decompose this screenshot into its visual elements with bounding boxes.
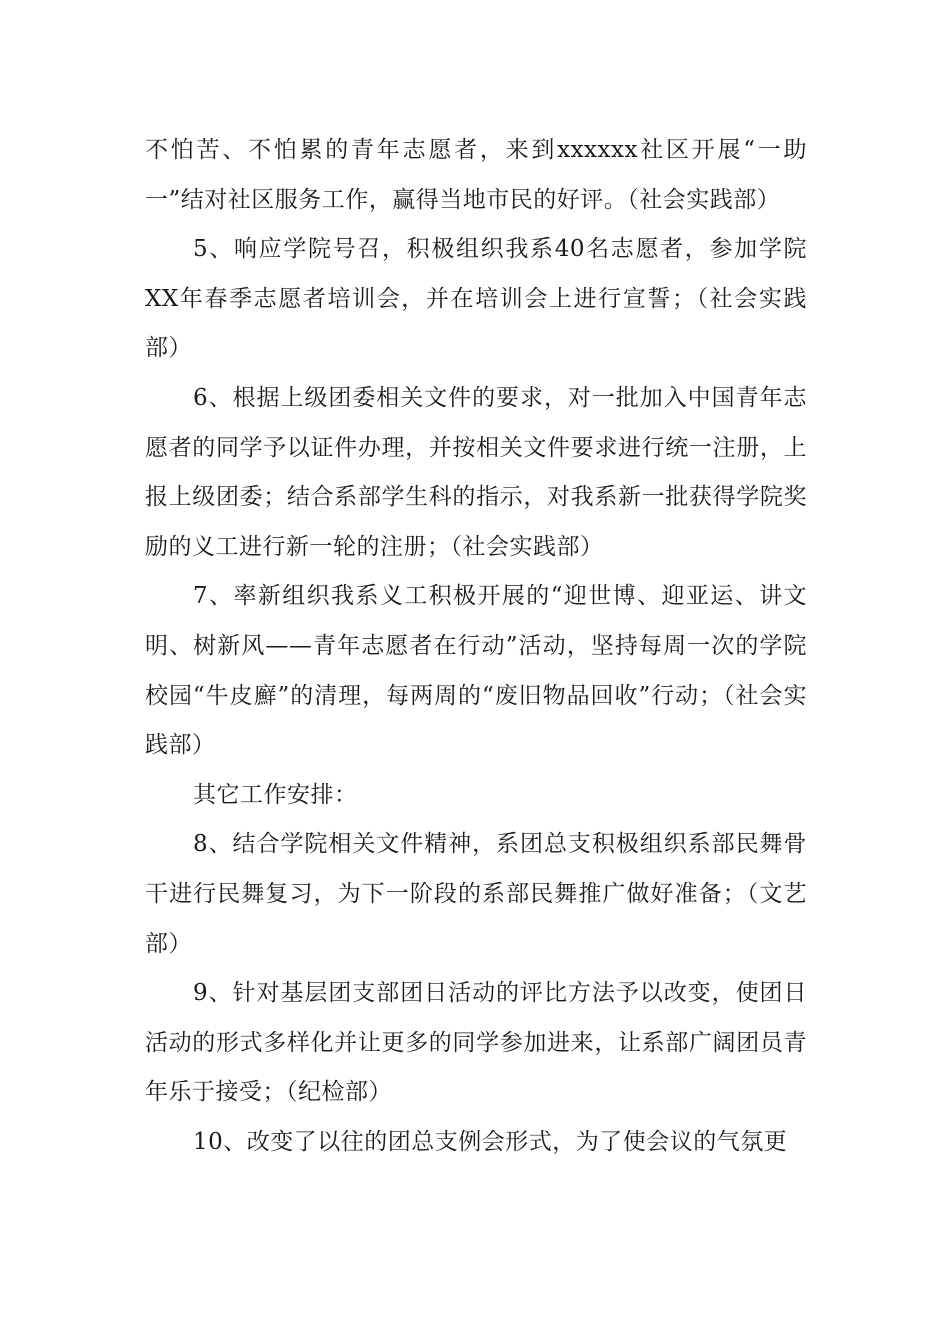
document-page bbox=[145, 126, 807, 1167]
paragraph-item-5: 5、响应学院号召，积极组织我系40名志愿者，参加学院XX年春季志愿者培训会，并在培训会上进行宣誓；（社会实践部） bbox=[145, 236, 807, 362]
section-heading-other-work: 其它工作安排： bbox=[193, 781, 358, 808]
paragraph-item-6: 6、根据上级团委相关文件的要求，对一批加入中国青年志愿者的同学予以证件办理，并按相关文件要求进行统一注册，上报上级团委；结合系部学生科的指示，对我系新一批获得学院奖励的义工进行新一轮的注册；（社会实践部） bbox=[145, 384, 807, 560]
paragraph-item-7: 7、率新组织我系义工积极开展的“迎世博、迎亚运、讲文明、树新风——青年志愿者在行动”活动，坚持每周一次的学院校园“牛皮廯”的清理，每两周的“废旧物品回收”行动；（社会实践部） bbox=[145, 583, 807, 759]
paragraph-item-10: 10、改变了以往的团总支例会形式，为了使会议的气氛更 bbox=[193, 1128, 788, 1155]
paragraph-item-9: 9、针对基层团支部团日活动的评比方法予以改变，使团日活动的形式多样化并让更多的同学参加进来，让系部广阔团员青年乐于接受；（纪检部） bbox=[145, 980, 807, 1106]
paragraph-item-8: 8、结合学院相关文件精神，系团总支积极组织系部民舞骨干进行民舞复习，为下一阶段的系部民舞推广做好准备；（文艺部） bbox=[145, 831, 807, 957]
paragraph-continuation: 不怕苦、不怕累的青年志愿者，来到xxxxxx社区开展“一助一”结对社区服务工作，赢得当地市民的好评。（社会实践部） bbox=[145, 137, 807, 213]
